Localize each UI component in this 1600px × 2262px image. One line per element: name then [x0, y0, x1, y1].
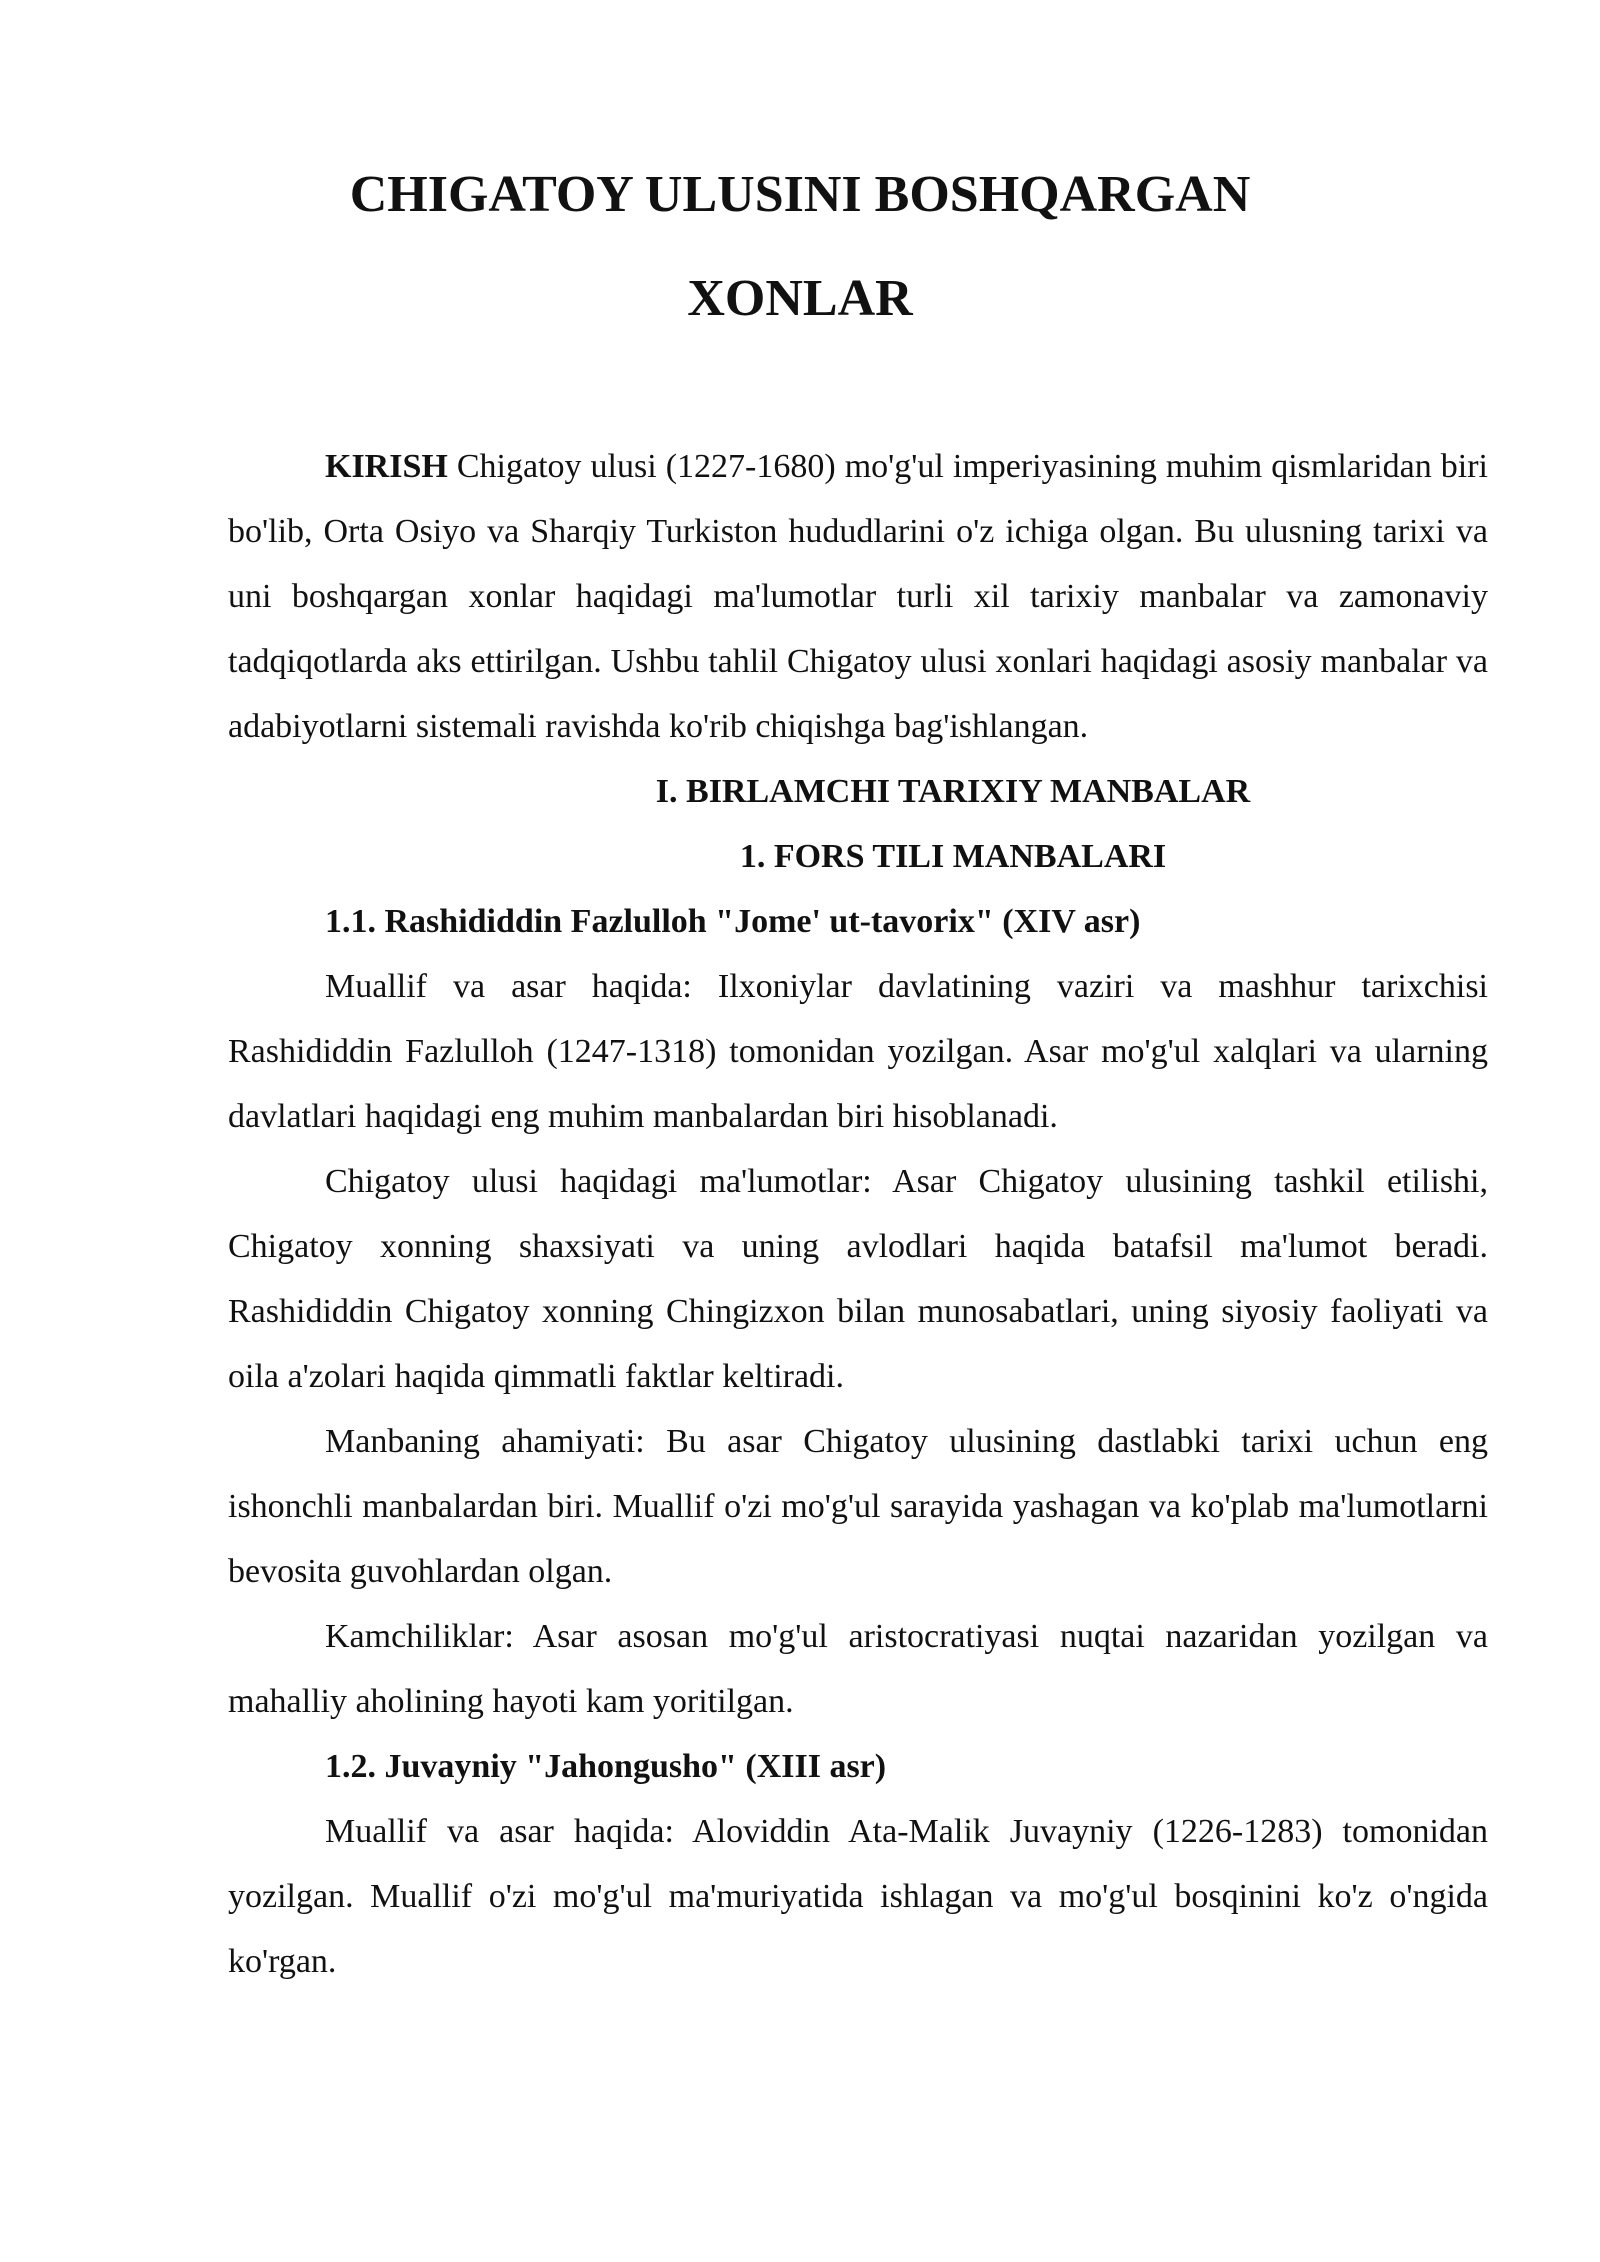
document-title: [0, 143, 1600, 351]
source1-paragraph-2: Chigatoy ulusi haqidagi ma'lumotlar: Asar Chigatoy ulusining tashkil etilishi, Chigatoy xonning shaxsiyati va uning avlodlari haqida batafsil ma'lumot beradi. Rashididdin Chigatoy xonning Chingizxon bilan munosabatlari, uning siyosiy faoliyati va oila a'zolari haqida qimmatli faktlar keltiradi.: [228, 1163, 1488, 1395]
intro-text: Chigatoy ulusi (1227-1680) mo'g'ul imperiyasining muhim qismlaridan biri bo'lib, Orta Osiyo va Sharqiy Turkiston hududlarini o'z ichiga olgan. Bu ulusning tarixi va uni boshqargan xonlar haqidagi ma'lumotlar turli xil tarixiy manbalar va zamonaviy tadqiqotlarda aks ettirilgan. Ushbu tahlil Chigatoy ulusi xonlari haqidagi asosiy manbalar va adabiyotlarni sistemali ravishda ko'rib chiqishga bag'ishlangan.: [228, 448, 1488, 745]
title-line-1: CHIGATOY ULUSINI BOSHQARGAN: [349, 166, 1251, 223]
source2-paragraph-1: Muallif va asar haqida: Aloviddin Ata-Malik Juvayniy (1226-1283) tomonidan yozilgan. Muallif o'zi mo'g'ul ma'muriyatida ishlagan va mo'g'ul bosqinini ko'z o'ngida ko'rgan.: [228, 1813, 1488, 1980]
document-body: [228, 434, 1488, 1994]
source2-heading: 1.2. Juvayniy "Jahongusho" (XIII asr): [325, 1748, 887, 1785]
title-line-2: XONLAR: [687, 270, 913, 327]
section-heading: I. BIRLAMCHI TARIXIY MANBALAR: [655, 773, 1251, 810]
source1-paragraph-3: Manbaning ahamiyati: Bu asar Chigatoy ulusining dastlabki tarixi uchun eng ishonchli manbalardan biri. Muallif o'zi mo'g'ul sarayida yashagan va ko'plab ma'lumotlarni bevosita guvohlardan olgan.: [228, 1423, 1488, 1590]
subsection-heading: 1. FORS TILI MANBALARI: [739, 838, 1167, 875]
source1-heading: 1.1. Rashididdin Fazlulloh "Jome' ut-tavorix" (XIV asr): [325, 903, 1141, 940]
intro-label: KIRISH: [325, 448, 448, 485]
source1-paragraph-4: Kamchiliklar: Asar asosan mo'g'ul aristocratiyasi nuqtai nazaridan yozilgan va mahalliy aholining hayoti kam yoritilgan.: [228, 1618, 1488, 1720]
intro-paragraph: [228, 434, 1488, 759]
source1-paragraph-1: Muallif va asar haqida: Ilxoniylar davlatining vaziri va mashhur tarixchisi Rashididdin Fazlulloh (1247-1318) tomonidan yozilgan. Asar mo'g'ul xalqlari va ularning davlatlari haqidagi eng muhim manbalardan biri hisoblanadi.: [228, 968, 1488, 1135]
